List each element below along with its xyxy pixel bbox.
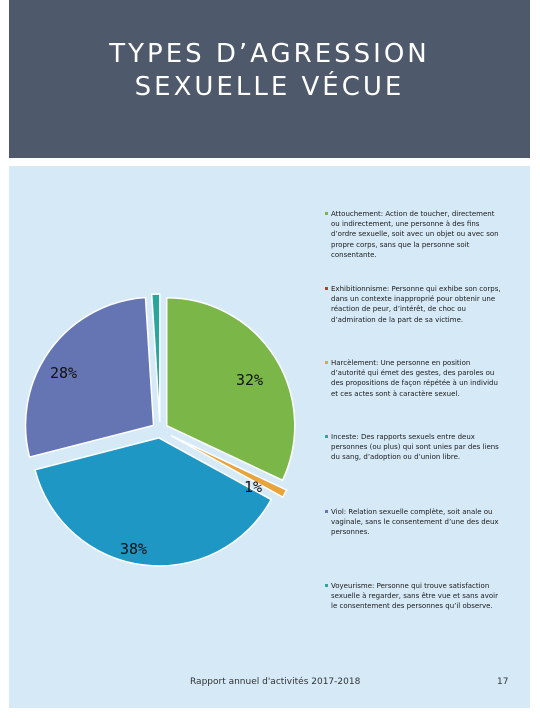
legend-text: Harcèlement: Une personne en position d’autorité qui émet des gestes, des paroles ou des propositions de façon répétée à un individu et ces actes sont à caractère sexuel. bbox=[331, 359, 498, 398]
legend-item-harcelement bbox=[331, 358, 501, 399]
legend-text: Attouchement: Action de toucher, directement ou indirectement, une personne à des fins d’ordre sexuelle, soit avec un objet ou avec son propre corps, sans que la personne soit consentante. bbox=[331, 210, 499, 259]
legend-swatch bbox=[325, 584, 328, 587]
legend-item-voyeurisme bbox=[331, 581, 501, 612]
legend-item-inceste bbox=[331, 432, 501, 463]
data-label-harcèlement: 1% bbox=[244, 478, 263, 496]
title-line-1: TYPES D’AGRESSION bbox=[109, 39, 430, 69]
legend-swatch bbox=[325, 435, 328, 438]
legend-swatch bbox=[325, 287, 328, 290]
legend-swatch bbox=[325, 510, 328, 513]
legend-item-attouchement bbox=[331, 209, 501, 260]
legend-text: Exhibitionnisme: Personne qui exhibe son corps, dans un contexte inapproprié pour obtenir une réaction de peur, d’intérêt, de choc ou d’admiration de la part de sa victime. bbox=[331, 285, 501, 324]
legend-text: Inceste: Des rapports sexuels entre deux personnes (ou plus) qui sont unies par des liens du sang, d’adoption ou d’union libre. bbox=[331, 433, 499, 462]
legend-text: Voyeurisme: Personne qui trouve satisfaction sexuelle à regarder, sans être vue et sans avoir le consentement des personnes qu’il observe. bbox=[331, 582, 498, 611]
legend-swatch bbox=[325, 361, 328, 364]
legend-text: Viol: Relation sexuelle complète, soit anale ou vaginale, sans le consentement d’une des deux personnes. bbox=[331, 508, 499, 537]
data-label-viol: 38% bbox=[120, 540, 148, 558]
legend-item-exhibitionnisme bbox=[331, 284, 501, 325]
legend-swatch bbox=[325, 212, 328, 215]
legend-item-viol bbox=[331, 507, 501, 538]
footer-text: Rapport annuel d'activités 2017-2018 bbox=[190, 677, 361, 687]
data-label-attouchement: 32% bbox=[236, 371, 264, 389]
pie-slice-inceste bbox=[26, 298, 154, 458]
data-label-inceste: 28% bbox=[50, 364, 78, 382]
page-number: 17 bbox=[497, 677, 509, 687]
pie-slice-voyeurisme bbox=[152, 294, 160, 422]
title-line-2: SEXUELLE VÉCUE bbox=[134, 72, 405, 102]
